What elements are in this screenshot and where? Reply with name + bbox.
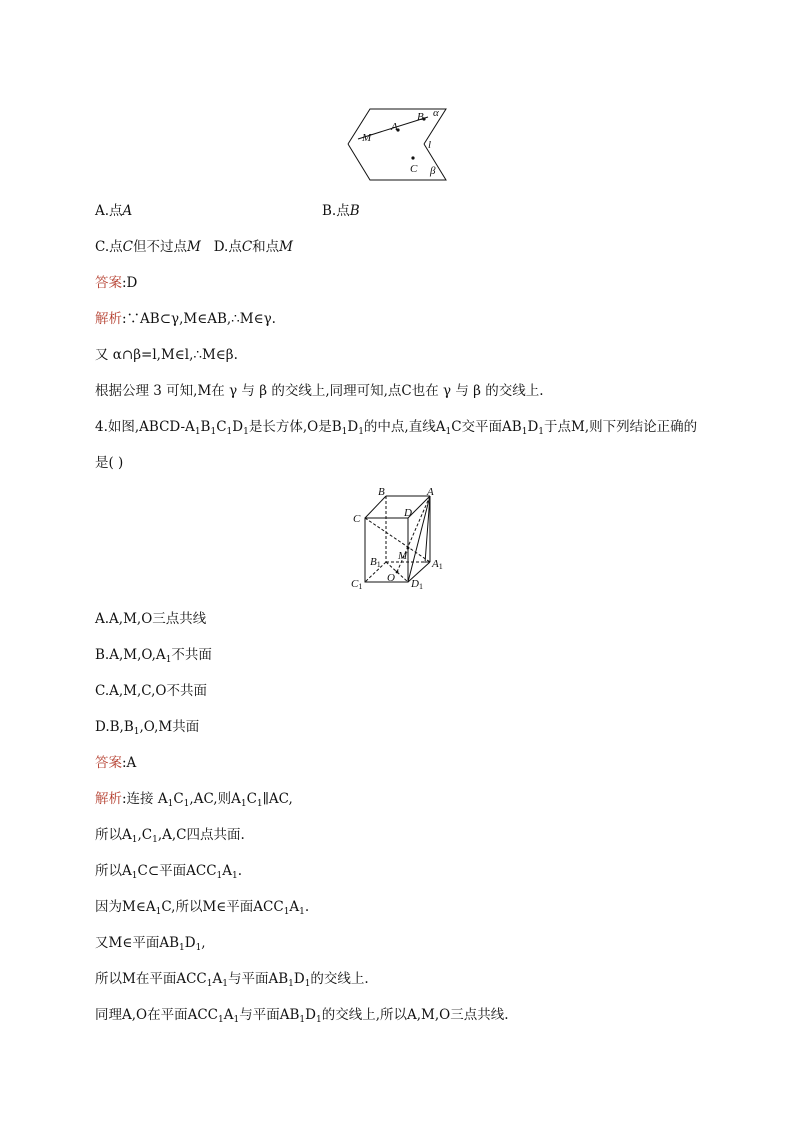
q3-option-b: B.点B: [322, 203, 360, 219]
point-o: [396, 571, 399, 574]
label-a: A: [427, 486, 434, 498]
label-c: C: [353, 513, 361, 525]
q4-explanation-4: 因为$M\in A_1C$,所以M∈平面$ACC_1A_1$.: [95, 899, 310, 917]
label-a1: A1: [432, 558, 443, 571]
label-m: M: [362, 132, 372, 144]
explanation-label: 解析: [95, 311, 122, 327]
label-beta: β: [430, 165, 436, 177]
label-d: D: [404, 507, 412, 519]
answer-label: 答案: [95, 755, 122, 771]
q4-option-d: $D.B,B_1,O,M$共面: [95, 719, 200, 737]
q4-explanation-3: 所以$A_1C\subset$平面$ACC_1A_1$.: [95, 863, 243, 881]
q4-explanation-6: 所以M在平面$ACC_1A_1$与平面$AB_1D_1$的交线上.: [95, 971, 369, 989]
q4-stem-1: 4.如图$,ABCD-A_1B_1C_1D_1$是长方体,O是$B_1D_1$的中点,直线$A_1C$交平面$AB_1D_1$于点M,则下列结论正确的: [95, 419, 698, 437]
label-alpha: α: [433, 107, 439, 119]
label-a: A: [391, 121, 398, 133]
explanation-label: 解析: [95, 791, 122, 807]
q3-explanation-2: 又 α∩β=l,M∈l,∴M∈β.: [95, 347, 238, 363]
label-d1: D1: [411, 578, 423, 591]
cuboid-figure: [345, 485, 450, 593]
label-c: C: [410, 163, 418, 175]
q3-explanation-3: 根据公理 3 可知,M在 γ 与 β 的交线上,同理可知,点C也在 γ 与 β 的交线上.: [95, 383, 544, 399]
answer-label: 答案: [95, 275, 122, 291]
label-b: B: [378, 486, 385, 498]
label-o: O: [387, 572, 395, 584]
label-l: l: [428, 139, 432, 151]
q4-answer: 答案:A: [95, 755, 137, 771]
planes-figure: [340, 100, 455, 186]
q4-option-a: A.A,M,O三点共线: [95, 611, 207, 627]
label-c1: C1: [351, 578, 363, 591]
q4-explanation-2: 所以$A_1,C_1,A,C$四点共面.: [95, 827, 245, 845]
q4-explanation-7: 同理A,O在平面$ACC_1A_1$与平面$AB_1D_1$的交线上,所以A,M,O三点共线.: [95, 1007, 509, 1025]
q4-stem-2: 是( ): [95, 455, 124, 471]
q3-option-cd: C.点C但不过点M D.点C和点M: [95, 239, 293, 255]
q4-explanation-5: 又M∈平面$AB_1D_1$,: [95, 935, 206, 953]
point-c: [411, 156, 414, 159]
label-b1: B1: [370, 556, 381, 569]
q3-answer: 答案:D: [95, 275, 138, 291]
q3-explanation-1: 解析:∵AB⊂γ,M∈AB,∴M∈γ.: [95, 311, 276, 327]
label-b: B: [417, 111, 424, 123]
q4-option-b: $B.A,M,O,A_1$不共面: [95, 647, 212, 665]
q3-option-a: A.点A: [95, 203, 133, 219]
q4-explanation-1: 解析:连接 $A_1C_1,AC$,则$A_1C_1\parallel AC$,: [95, 791, 293, 809]
q4-option-c: C.A,M,C,O不共面: [95, 683, 208, 699]
point-m: [407, 547, 410, 550]
label-m: M: [398, 550, 408, 562]
